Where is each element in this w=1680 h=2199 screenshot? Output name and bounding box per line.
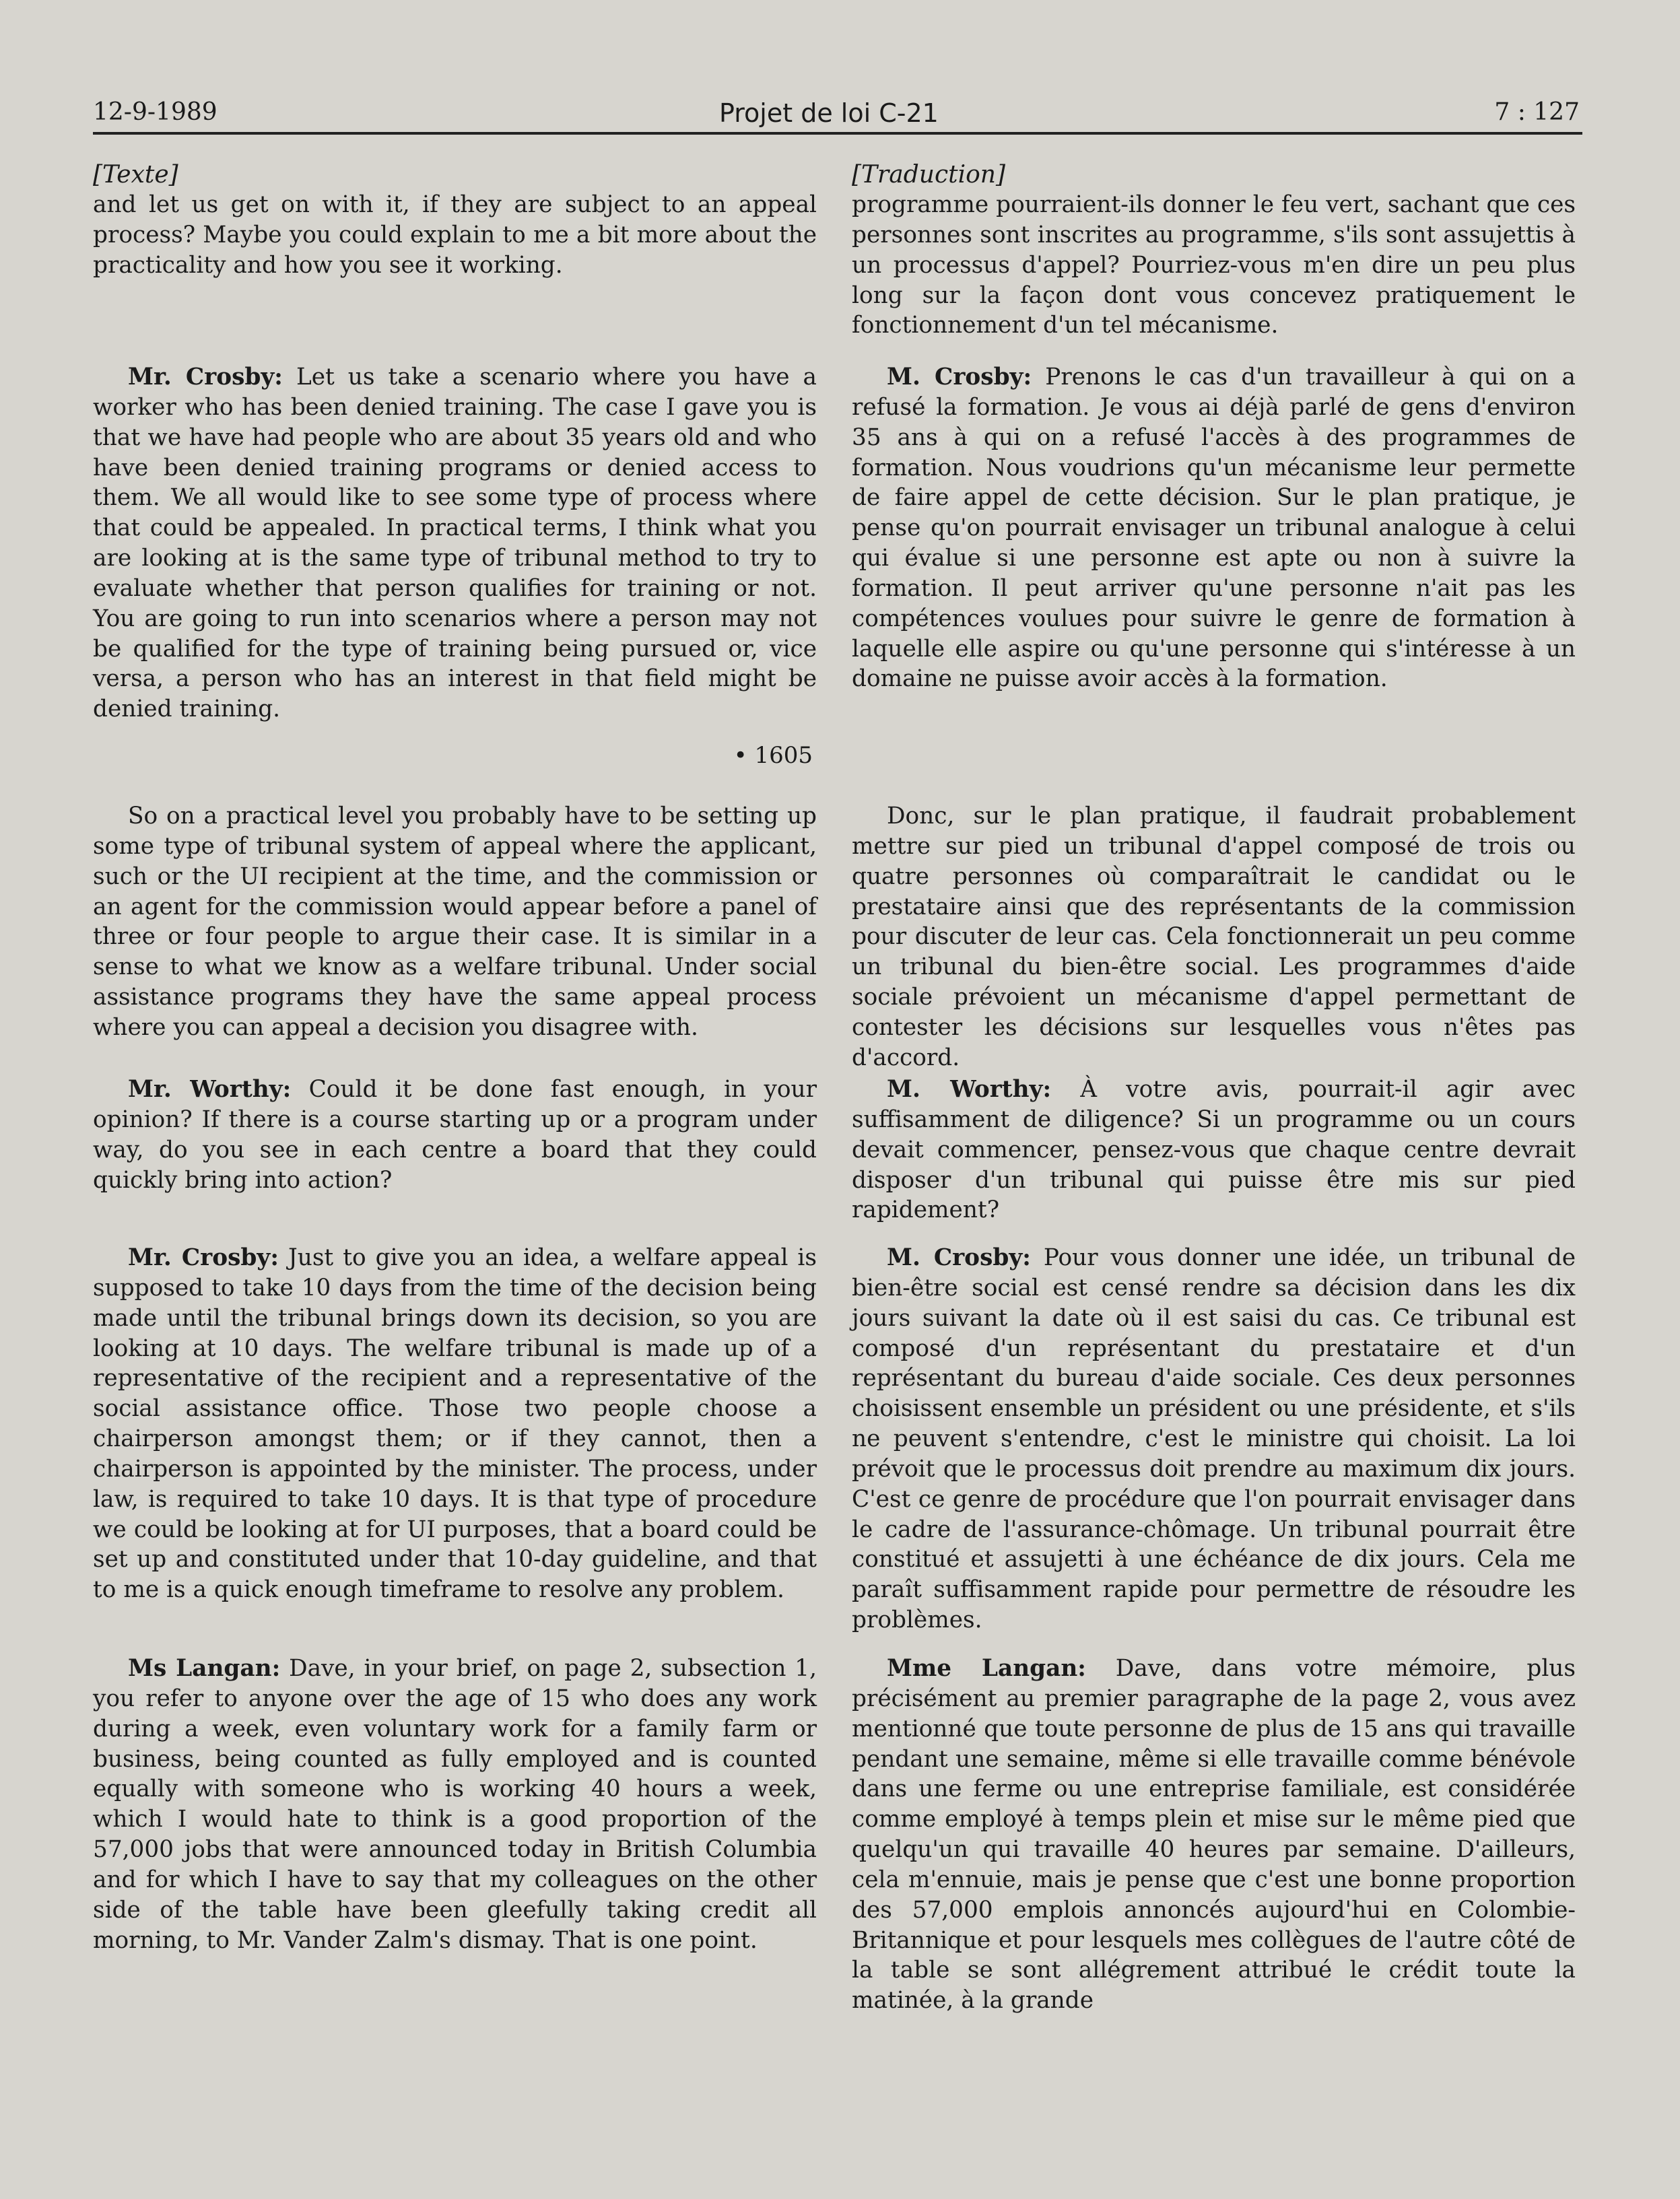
paragraph: programme pourraient-ils donner le feu vert, sachant que ces personnes sont inscrites au programme, s'ils sont assujettis à un processus d'appel? Pourriez-vous m'en dire un peu plus long sur la façon dont vous concevez pratiquement le fonctionnement d'un tel mécanisme. — [852, 191, 1576, 339]
speech-text: Just to give you an idea, a welfare appeal is supposed to take 10 days from the time of the decision being made until the tribunal brings down its decision, so you are looking at 10 days. The welfare tribunal is made up of a representative of the recipient and a representative of the social assistance office. Those two people choose a chairperson amongst them; or if they cannot, then a chairperson is appointed by the minister. The process, under law, is required to take 10 days. It is that type of procedure we could be looking at for UI purposes, that a board could be set up and constituted under that 10-day guideline, and that to me is a quick enough timeframe to resolve any problem. — [93, 1244, 817, 1604]
paragraph — [93, 362, 817, 724]
speech-text: Dave, dans votre mémoire, plus précisément au premier paragraphe de la page 2, vous avez mentionné que toute personne de plus de 15 ans qui travaille pendant une semaine, même si elle travaille comme bénévole dans une ferme ou une entreprise familiale, est considérée comme employé à temps plein et mise sur le même pied que quelqu'un qui travaille 40 heures par semaine. D'ailleurs, cela m'ennuie, mais je pense que c'est une bonne proportion des 57,000 emplois annoncés aujourd'hui en Colombie-Britannique et pour lesquels mes collègues de l'autre côté de la table se sont allégrement attribué le crédit toute la matinée, à la grande — [852, 1655, 1576, 2015]
paragraph — [852, 1654, 1576, 2016]
speech-text: Could it be done fast enough, in your opinion? If there is a course starting up or a program under way, do you see in each centre a board that they could quickly bring into action? — [93, 1076, 817, 1194]
header-title: Projet de loi C-21 — [719, 98, 939, 128]
speaker-name: Mr. Crosby: — [128, 364, 283, 391]
speaker-name: M. Worthy: — [887, 1076, 1052, 1103]
paragraph — [93, 1243, 817, 1605]
paragraph: and let us get on with it, if they are subject to an appeal process? Maybe you could explain to me a bit more about the practicality and how you see it working. — [93, 191, 817, 279]
header-date: 12-9-1989 — [93, 98, 217, 126]
paragraph — [93, 1075, 817, 1195]
speaker-name: Mr. Crosby: — [128, 1244, 279, 1271]
paragraph — [852, 1075, 1576, 1225]
paragraph: Donc, sur le plan pratique, il faudrait probablement mettre sur pied un tribunal d'appel composé de trois ou quatre personnes où comparaîtrait le candidat ou le prestataire ainsi que des représentants de la commission pour discuter de leur cas. Cela fonctionnerait un peu comme un tribunal du bien-être social. Les programmes d'aide sociale prévoient un mécanisme d'appel permettant de contester les décisions sur lesquelles vous n'êtes pas d'accord. — [852, 803, 1576, 1071]
paragraph — [852, 1243, 1576, 1635]
speech-text: Dave, in your brief, on page 2, subsection 1, you refer to anyone over the age of 15 who does any work during a week, even voluntary work for a family farm or business, being counted as fully employed and is counted equally with someone who is working 40 hours a week, which I would hate to think is a good proportion of the 57,000 jobs that were announced today in British Columbia and for which I have to say that my colleagues on the other side of the table have been gleefully taking credit all morning, to Mr. Vander Zalm's dismay. That is one point. — [93, 1655, 817, 1954]
speaker-name: Mr. Worthy: — [128, 1076, 292, 1103]
speech-text: Prenons le cas d'un travailleur à qui on a refusé la formation. Je vous ai déjà parlé de gens d'environ 35 ans à qui on a refusé l'accès à des programmes de formation. Nous voudrions qu'un mécanisme leur permette de faire appel de cette décision. Sur le plan pratique, je pense qu'on pourrait envisager un tribunal analogue à celui qui évalue si une personne est apte ou non à suivre la formation. Il peut arriver qu'une personne n'ait pas les compétences voulues pour suivre le genre de formation à laquelle elle aspire ou qu'une personne qui s'intéresse à un domaine ne puisse avoir accès à la formation. — [852, 364, 1576, 693]
speaker-name: M. Crosby: — [887, 1244, 1031, 1271]
speech-text: Let us take a scenario where you have a worker who has been denied training. The case I gave you is that we have had people who are about 35 years old and who have been denied training programs or denied access to them. We all would like to see some type of process where that could be appealed. In practical terms, I think what you are looking at is the same type of tribunal method to try to evaluate whether that person qualifies for training or not. You are going to run into scenarios where a person may not be qualified for the type of training being pursued or, vice versa, a person who has an interest in that field might be denied training. — [93, 364, 817, 723]
column-label-texte: [Texte] — [93, 161, 178, 189]
header-rule — [93, 132, 1582, 135]
speech-text: À votre avis, pourrait-il agir avec suffisamment de diligence? Si un programme ou un cours devait commencer, pensez-vous que chaque centre devrait disposer d'un tribunal qui puisse être mis sur pied rapidement? — [852, 1076, 1576, 1224]
time-marker: • 1605 — [733, 742, 813, 769]
header-page-number: 7 : 127 — [1494, 98, 1580, 126]
paragraph — [852, 362, 1576, 694]
paragraph: So on a practical level you probably have to be setting up some type of tribunal system of appeal where the applicant, such or the UI recipient at the time, and the commission or an agent for the commission would appear before a panel of three or four people to argue their case. It is similar in a sense to what we know as a welfare tribunal. Under social assistance programs they have the same appeal process where you can appeal a decision you disagree with. — [93, 803, 817, 1041]
page-header — [93, 96, 1582, 133]
column-label-traduction: [Traduction] — [852, 161, 1006, 189]
speech-text: Pour vous donner une idée, un tribunal de bien-être social est censé rendre sa décision dans les dix jours suivant la date où il est saisi du cas. Ce tribunal est composé d'un représentant du prestataire et d'un représentant du bureau d'aide sociale. Ces deux personnes choisissent ensemble un président ou une présidente, et s'ils ne peuvent s'entendre, c'est le ministre qui choisit. La loi prévoit que le processus doit prendre au maximum dix jours. C'est ce genre de procédure que l'on pourrait envisager dans le cadre de l'assurance-chômage. Un tribunal pourrait être constitué et assujetti à une échéance de dix jours. Cela me paraît suffisamment rapide pour permettre de résoudre les problèmes. — [852, 1244, 1576, 1634]
speaker-name: Mme Langan: — [887, 1655, 1086, 1682]
speaker-name: Ms Langan: — [128, 1655, 281, 1682]
paragraph — [93, 1654, 817, 1955]
speaker-name: M. Crosby: — [887, 364, 1032, 391]
